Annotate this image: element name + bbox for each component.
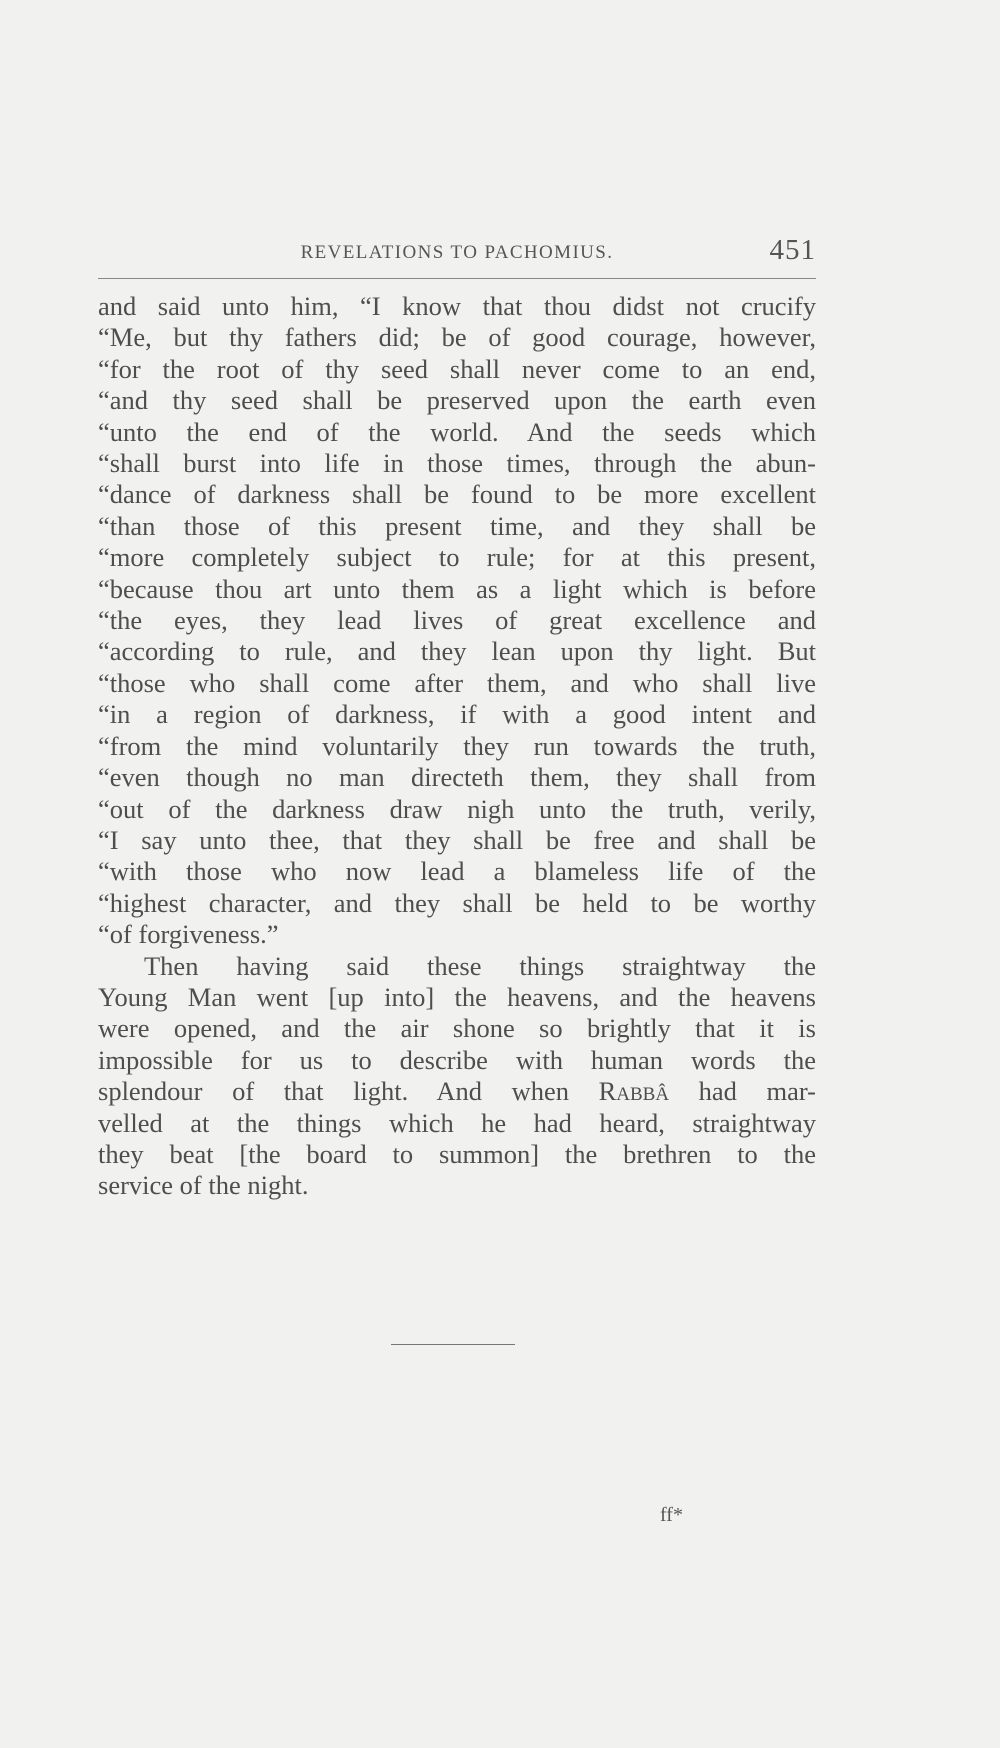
body-text <box>98 291 816 1202</box>
text-line: “with those who now lead a blameless life of the <box>98 856 816 887</box>
header-rule <box>98 278 816 279</box>
text-line: velled at the things which he had heard, straightway <box>98 1107 816 1138</box>
text-fragment: had mar- <box>698 1076 817 1107</box>
text-line: “and thy seed shall be preserved upon the earth even <box>98 385 816 416</box>
text-line: Young Man went [up into] the heavens, and the heavens <box>98 981 816 1012</box>
text-line: “from the mind voluntarily they run towards the truth, <box>98 730 816 761</box>
text-line: “dance of darkness shall be found to be more excellent <box>98 479 816 510</box>
running-head: REVELATIONS TO PACHOMIUS. <box>300 242 614 263</box>
paragraph-2 <box>98 951 816 1202</box>
paragraph-1 <box>98 291 816 951</box>
text-line: “those who shall come after them, and who shall live <box>98 667 816 698</box>
text-line: “more completely subject to rule; for at this present, <box>98 542 816 573</box>
page-number: 451 <box>769 234 816 266</box>
text-line: “according to rule, and they lean upon thy light. But <box>98 636 816 667</box>
signature-mark: ff* <box>660 1504 683 1526</box>
page-header <box>98 234 816 274</box>
text-line: “than those of this present time, and they shall be <box>98 510 816 541</box>
section-end-rule <box>391 1344 515 1345</box>
name-rabba: Rabbâ <box>598 1076 670 1107</box>
text-line: service of the night. <box>98 1170 309 1201</box>
text-line: “unto the end of the world. And the seeds which <box>98 416 816 447</box>
text-line-with-name <box>98 1076 816 1107</box>
text-line: they beat [the board to summon] the brethren to the <box>98 1138 816 1169</box>
text-line: “because thou art unto them as a light which is before <box>98 573 816 604</box>
text-line: “for the root of thy seed shall never come to an end, <box>98 353 816 384</box>
text-line: and said unto him, “I know that thou didst not crucify <box>98 291 816 321</box>
text-fragment: splendour of that light. And when <box>98 1076 570 1107</box>
text-line: “in a region of darkness, if with a good intent and <box>98 699 816 730</box>
text-line: “even though no man directeth them, they shall from <box>98 762 816 793</box>
text-line: impossible for us to describe with human words the <box>98 1044 816 1075</box>
text-line: were opened, and the air shone so brightly that it is <box>98 1013 816 1044</box>
text-line: Then having said these things straightway the <box>144 950 816 981</box>
text-line: “shall burst into life in those times, through the abun- <box>98 448 816 479</box>
text-line: “the eyes, they lead lives of great excellence and <box>98 605 816 636</box>
text-line: “of forgiveness.” <box>98 919 279 950</box>
text-line: “I say unto thee, that they shall be free and shall be <box>98 824 816 855</box>
text-line: “Me, but thy fathers did; be of good courage, however, <box>98 322 816 353</box>
text-line: “out of the darkness draw nigh unto the truth, verily, <box>98 793 816 824</box>
text-line: “highest character, and they shall be held to be worthy <box>98 887 816 918</box>
